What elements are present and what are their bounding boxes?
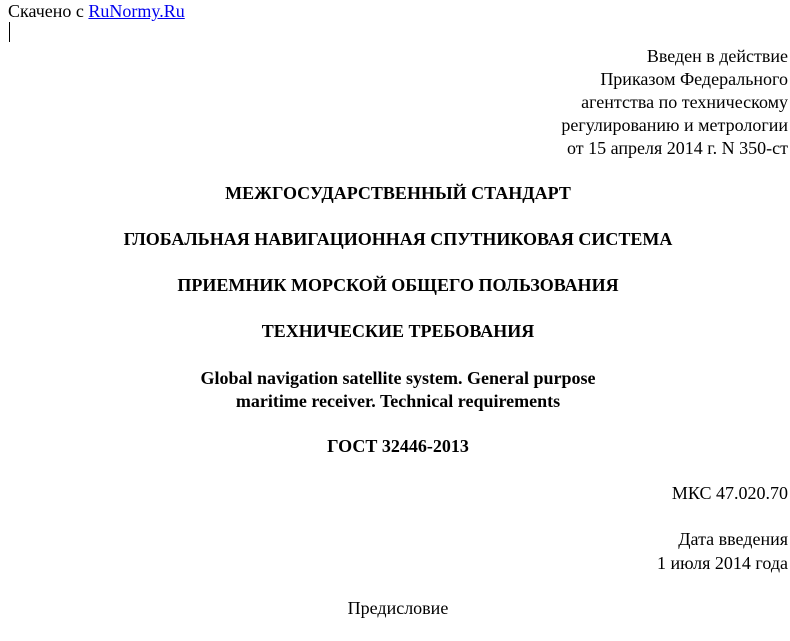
english-title-line-1: Global navigation satellite system. General purpose bbox=[200, 368, 596, 388]
source-line bbox=[8, 0, 185, 22]
source-prefix: Скачено с bbox=[8, 1, 89, 21]
english-title bbox=[0, 367, 790, 413]
enactment-line: Приказом Федерального bbox=[600, 69, 788, 89]
enactment-block bbox=[561, 45, 788, 160]
gost-number: ГОСТ 32446-2013 bbox=[327, 436, 469, 456]
standard-type-heading: МЕЖГОСУДАРСТВЕННЫЙ СТАНДАРТ bbox=[225, 183, 571, 203]
mks-code: МКС 47.020.70 bbox=[671, 483, 788, 503]
introduction-date-block bbox=[657, 527, 788, 575]
enactment-line: агентства по техническому bbox=[581, 92, 788, 112]
english-title-line-2: maritime receiver. Technical requirements bbox=[235, 391, 561, 411]
title-line-1: ГЛОБАЛЬНАЯ НАВИГАЦИОННАЯ СПУТНИКОВАЯ СИСТЕМА bbox=[123, 229, 673, 249]
title-line-2: ПРИЕМНИК МОРСКОЙ ОБЩЕГО ПОЛЬЗОВАНИЯ bbox=[177, 275, 619, 295]
title-line-3: ТЕХНИЧЕСКИЕ ТРЕБОВАНИЯ bbox=[261, 321, 535, 341]
text-cursor bbox=[9, 22, 10, 42]
source-link[interactable]: RuNormy.Ru bbox=[88, 1, 185, 21]
introduction-date: 1 июля 2014 года bbox=[657, 553, 788, 573]
introduction-label: Дата введения bbox=[678, 529, 788, 549]
enactment-line: от 15 апреля 2014 г. N 350-ст bbox=[567, 138, 788, 158]
enactment-line: Введен в действие bbox=[646, 46, 788, 66]
enactment-line: регулированию и метрологии bbox=[561, 115, 788, 135]
foreword-heading: Предисловие bbox=[347, 598, 449, 618]
